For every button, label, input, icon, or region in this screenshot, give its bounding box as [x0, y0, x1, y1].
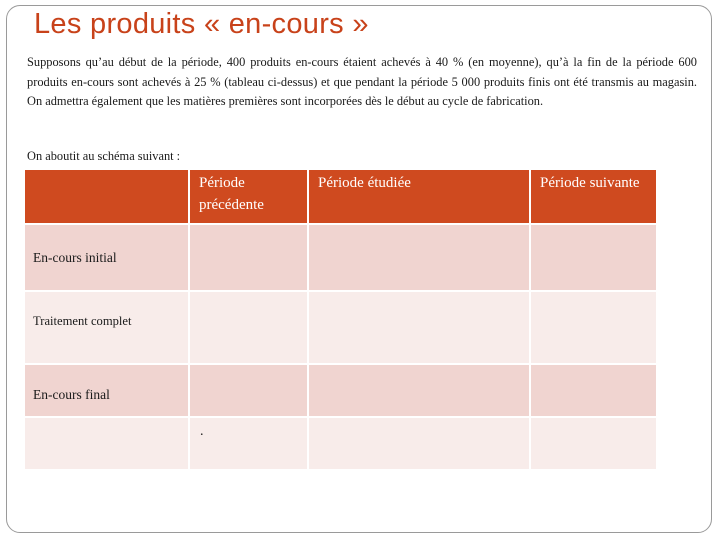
table-cell — [530, 364, 656, 417]
table-header-row — [25, 170, 656, 224]
table-cell — [308, 291, 530, 364]
lead-sentence: On aboutit au schéma suivant : — [27, 149, 181, 163]
table-row — [25, 364, 656, 417]
table-cell — [189, 291, 308, 364]
row-label-empty — [25, 417, 189, 470]
table-cell — [189, 364, 308, 417]
table-row — [25, 417, 656, 470]
header-next-period: Période suivante — [530, 170, 656, 224]
table-cell — [189, 417, 308, 470]
header-studied-period: Période étudiée — [308, 170, 530, 224]
row-label-final-wip: En-cours final — [25, 364, 189, 417]
table-cell — [189, 224, 308, 291]
table-row — [25, 224, 656, 291]
table-cell — [530, 224, 656, 291]
row-label-initial-wip: En-cours initial — [25, 224, 189, 291]
table-cell — [308, 417, 530, 470]
table-cell — [530, 417, 656, 470]
table-cell — [308, 364, 530, 417]
header-cell-empty — [25, 170, 189, 224]
table-cell — [530, 291, 656, 364]
row-label-complete-processing: Traitement complet — [25, 291, 189, 364]
dot-mark: . — [200, 424, 204, 439]
slide-title: Les produits « en-cours » — [34, 8, 369, 40]
table-cell — [308, 224, 530, 291]
header-previous-period: Période précédente — [189, 170, 308, 224]
production-scheme-table — [25, 170, 656, 471]
table-row — [25, 291, 656, 364]
intro-paragraph: Supposons qu’au début de la période, 400 produits en-cours étaient achevés à 40 % (en moyenne), qu’à la fin de la période 600 produits en-cours sont achevés à 25 % (tableau ci-dessus) et que pendant la période 5 000 produits finis ont été transmis au magasin. On admettra également que les matières premières sont incorporées dès le début au cycle de fabrication. — [27, 55, 697, 108]
